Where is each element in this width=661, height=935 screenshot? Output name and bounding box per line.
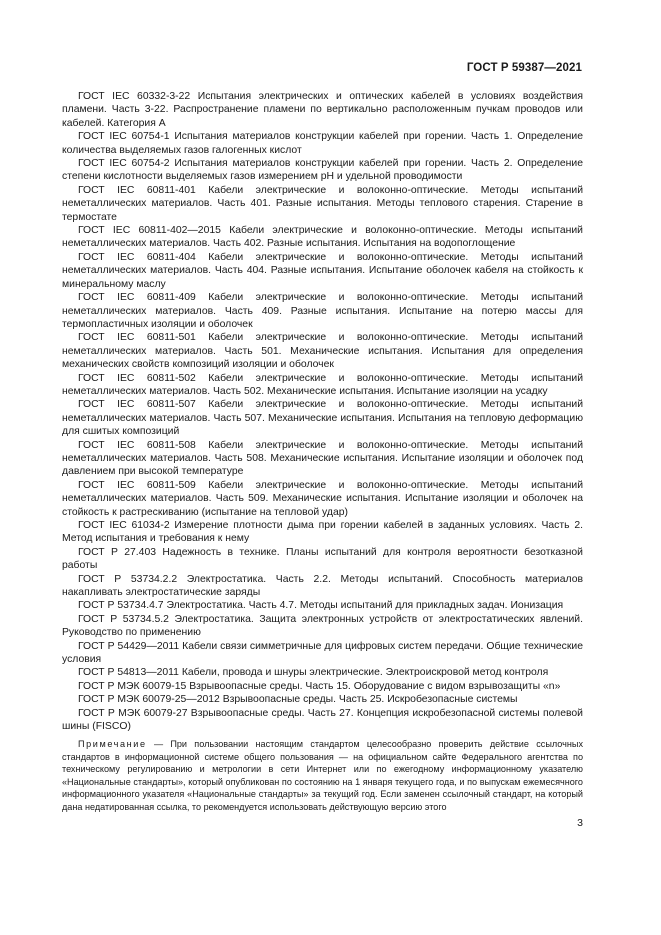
- reference-item: ГОСТ IEC 60811-401 Кабели электрические и волоконно-оптические. Методы испытаний неметаллических материалов. Часть 401. Разные испытания. Методы теплового старения. Старение в термостате: [62, 184, 583, 223]
- reference-item: ГОСТ Р 27.403 Надежность в технике. Планы испытаний для контроля вероятности безотказной работы: [62, 546, 583, 572]
- reference-item: ГОСТ Р 54429—2011 Кабели связи симметричные для цифровых систем передачи. Общие технические условия: [62, 640, 583, 666]
- note-label: Примечание: [78, 739, 147, 749]
- reference-item: ГОСТ IEC 60754-2 Испытания материалов конструкции кабелей при горении. Часть 2. Определение степени кислотности выделяемых газов измерением pH и удельной проводимости: [62, 158, 583, 183]
- reference-item: ГОСТ IEC 60811-501 Кабели электрические и волоконно-оптические. Методы испытаний неметаллических материалов. Часть 501. Механические испытания. Испытания для определения механических свойств композиций изоляции и оболочек: [62, 332, 583, 371]
- reference-item: ГОСТ IEC 60811-502 Кабели электрические и волоконно-оптические. Методы испытаний неметаллических материалов. Часть 502. Механические испытания. Испытание изоляции на усадку: [62, 372, 583, 397]
- reference-item: ГОСТ Р МЭК 60079-15 Взрывоопасные среды. Часть 15. Оборудование с видом взрывозащиты «n»: [78, 680, 561, 692]
- reference-item: ГОСТ IEC 60811-507 Кабели электрические и волоконно-оптические. Методы испытаний неметаллических материалов. Часть 507. Механические испытания. Испытания на тепловую деформацию для сшитых композиций: [62, 399, 583, 438]
- reference-item: ГОСТ Р 54813—2011 Кабели, провода и шнуры электрические. Электроискровой метод контроля: [78, 667, 549, 679]
- note-text: — При пользовании настоящим стандартом целесообразно проверить действие ссылочных стандартов в информационной системе общего пользования — на официальном сайте Федерального агентства по техническому регулированию и метрологии в сети Интернет или по ежегодному информационному указателю «Национальные стандарты», который опубликован по состоянию на 1 января текущего года, и по выпускам ежемесячного информационного указателя «Национальные стандарты» за текущий год. Если заменен ссылочный стандарт, на который дана недатированная ссылка, то рекомендуется использовать действующую версию этого: [62, 739, 583, 812]
- reference-item: ГОСТ IEC 60332-3-22 Испытания электрических и оптических кабелей в условиях воздействия пламени. Часть 3-22. Распространение пламени по вертикально расположенным пучкам проводов или кабелей. Категория A: [62, 91, 583, 129]
- reference-item: ГОСТ IEC 60811-508 Кабели электрические и волоконно-оптические. Методы испытаний неметаллических материалов. Часть 508. Механические испытания. Испытание изоляции и оболочек под давлением при высокой температуре: [62, 439, 583, 478]
- reference-item: ГОСТ Р 53734.5.2 Электростатика. Защита электронных устройств от электростатических явлений. Руководство по применению: [62, 613, 583, 639]
- reference-item: ГОСТ IEC 60811-402—2015 Кабели электрические и волоконно-оптические. Методы испытаний неметаллических материалов. Часть 402. Разные испытания. Испытания на водопоглощение: [62, 225, 583, 250]
- reference-item: ГОСТ IEC 60811-404 Кабели электрические и волоконно-оптические. Методы испытаний неметаллических материалов. Часть 404. Разные испытания. Испытание оболочек кабеля на стойкость к минеральному маслу: [62, 251, 583, 290]
- reference-item: ГОСТ Р 53734.4.7 Электростатика. Часть 4.7. Методы испытаний для прикладных задач. Ионизация: [78, 600, 564, 612]
- normative-references-list: [62, 90, 583, 734]
- reference-item: ГОСТ Р МЭК 60079-25—2012 Взрывоопасные среды. Часть 25. Искробезопасные системы: [78, 694, 518, 706]
- note-paragraph: [62, 738, 583, 814]
- page-number: 3: [577, 817, 583, 829]
- reference-item: ГОСТ IEC 60754-1 Испытания материалов конструкции кабелей при горении. Часть 1. Определение количества выделяемых газов галогенных кислот: [62, 131, 583, 156]
- reference-item: ГОСТ Р 53734.2.2 Электростатика. Часть 2.2. Методы испытаний. Способность материалов накапливать электростатические заряды: [62, 573, 583, 599]
- document-code-header: ГОСТ Р 59387—2021: [466, 62, 582, 74]
- reference-item: ГОСТ Р МЭК 60079-27 Взрывоопасные среды. Часть 27. Концепция искробезопасной системы полевой шины (FISCO): [62, 707, 583, 733]
- reference-item: ГОСТ IEC 60811-409 Кабели электрические и волоконно-оптические. Методы испытаний неметаллических материалов. Часть 409. Разные испытания. Испытание на потерю массы для термопластичных изоляции и оболочек: [62, 292, 583, 330]
- reference-item: ГОСТ IEC 61034-2 Измерение плотности дыма при горении кабелей в заданных условиях. Часть 2. Метод испытания и требования к нему: [62, 520, 583, 545]
- reference-item: ГОСТ IEC 60811-509 Кабели электрические и волоконно-оптические. Методы испытаний неметаллических материалов. Часть 509. Механические испытания. Испытание изоляции и оболочек на стойкость к растрескиванию (испытание на тепловой удар): [62, 479, 583, 518]
